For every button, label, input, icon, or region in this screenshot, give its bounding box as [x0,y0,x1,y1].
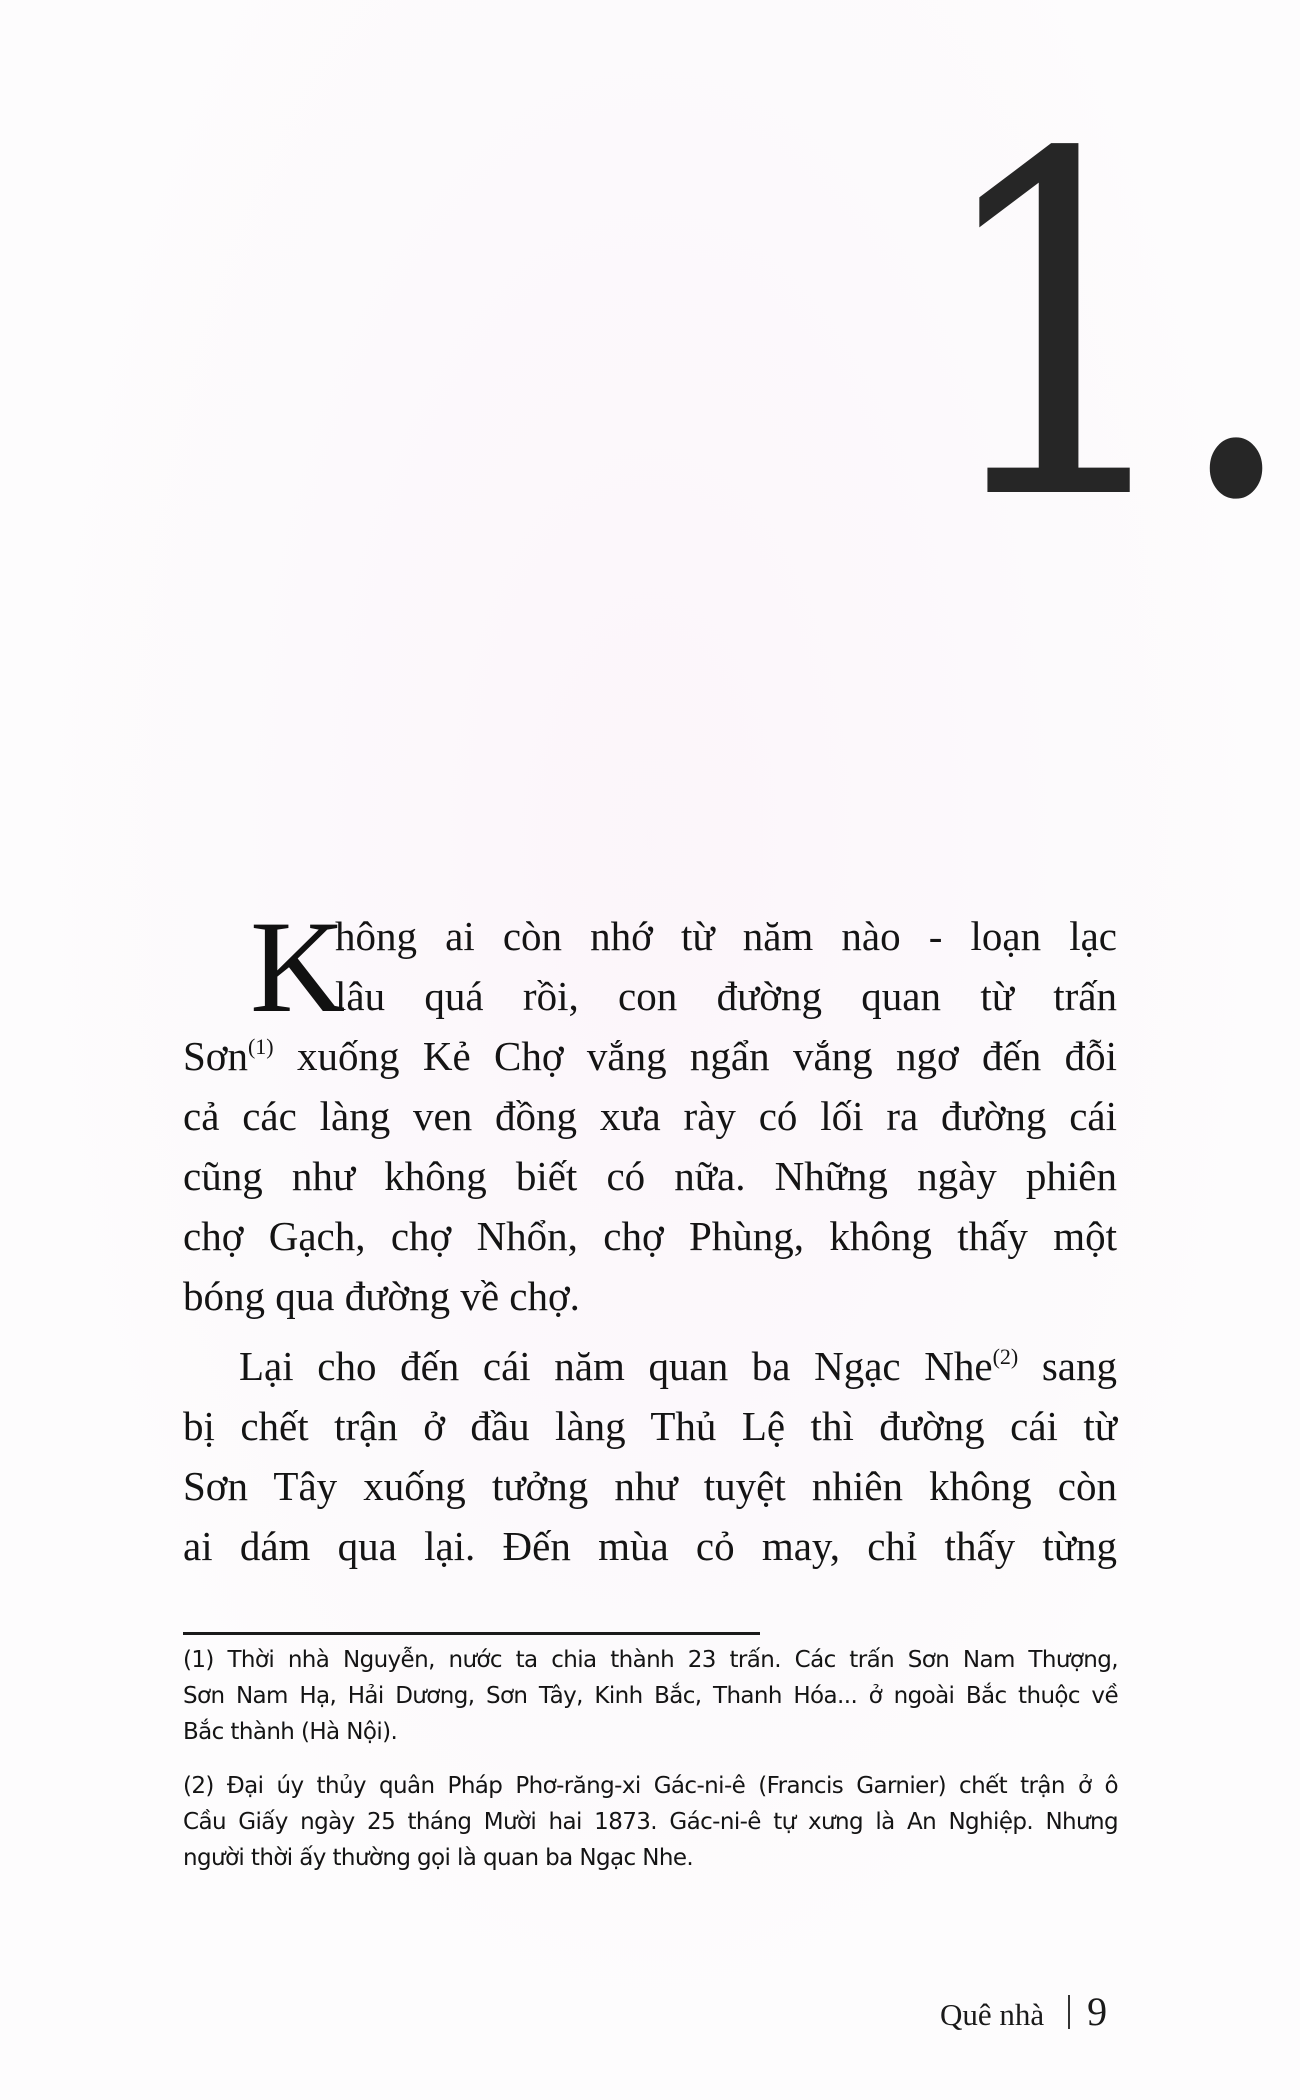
text-line: hông ai còn nhớ từ năm nào - loạn lạc [335,913,1117,959]
text-line: Sơn Tây xuống tưởng như tuyệt nhiên không còn [183,1463,1117,1509]
paragraph-2 [183,1336,1117,1576]
footnote-ref-1[interactable]: (1) [247,1034,274,1059]
text-line: cả các làng ven đồng xưa rày có lối ra đường cái [183,1093,1117,1139]
footnote-line: (1) Thời nhà Nguyễn, nước ta chia thành 23 trấn. Các trấn Sơn Nam Thượng, [183,1647,1118,1673]
footnote-line: (2) Đại úy thủy quân Pháp Phơ-răng-xi Gác-ni-ê (Francis Garnier) chết trận ở ô [183,1773,1118,1799]
page-footer [940,1988,1107,2036]
text-line: cũng như không biết có nữa. Những ngày phiên [183,1153,1117,1199]
text-line: chợ Gạch, chợ Nhổn, chợ Phùng, không thấy một [183,1213,1117,1259]
footnote-line: Sơn Nam Hạ, Hải Dương, Sơn Tây, Kinh Bắc, Thanh Hóa... ở ngoài Bắc thuộc về [183,1683,1118,1709]
page-number: 9 [1087,1989,1108,2034]
footnote-ref-2[interactable]: (2) [992,1344,1019,1369]
footnote-line: người thời ấy thường gọi là quan ba Ngạc Nhe. [183,1845,694,1871]
footnote-1 [183,1642,1118,1750]
text-line: ai dám qua lại. Đến mùa cỏ may, chỉ thấy từng [183,1523,1117,1569]
footnote-divider [183,1632,760,1635]
footnote-line: Bắc thành (Hà Nội). [183,1719,398,1745]
body-text [183,893,1117,1576]
text-line: lâu quá rồi, con đường quan từ trấn [335,973,1117,1019]
text-fragment: xuống Kẻ Chợ vắng ngẩn vắng ngơ đến đỗi [273,1033,1117,1079]
footnote-2 [183,1768,1118,1876]
footnote-gap [183,1750,1118,1768]
chapter-number: 1. [930,56,1285,603]
drop-cap: K [250,893,346,1040]
running-title: Quê nhà [940,1997,1045,2032]
footnotes [183,1642,1118,1876]
footer-divider [1068,1995,1070,2029]
text-line: bóng qua đường về chợ. [183,1273,580,1319]
text-line: bị chết trận ở đầu làng Thủ Lệ thì đường cái từ [183,1403,1117,1449]
text-fragment: Sơn [183,1033,248,1079]
footnote-line: Cầu Giấy ngày 25 tháng Mười hai 1873. Gác-ni-ê tự xưng là An Nghiệp. Nhưng [183,1809,1118,1835]
text-fragment: sang [1018,1343,1117,1389]
paragraph-gap [183,1326,1117,1336]
text-line [183,1336,1117,1396]
text-fragment: Lại cho đến cái năm quan ba Ngạc Nhe [239,1343,993,1389]
